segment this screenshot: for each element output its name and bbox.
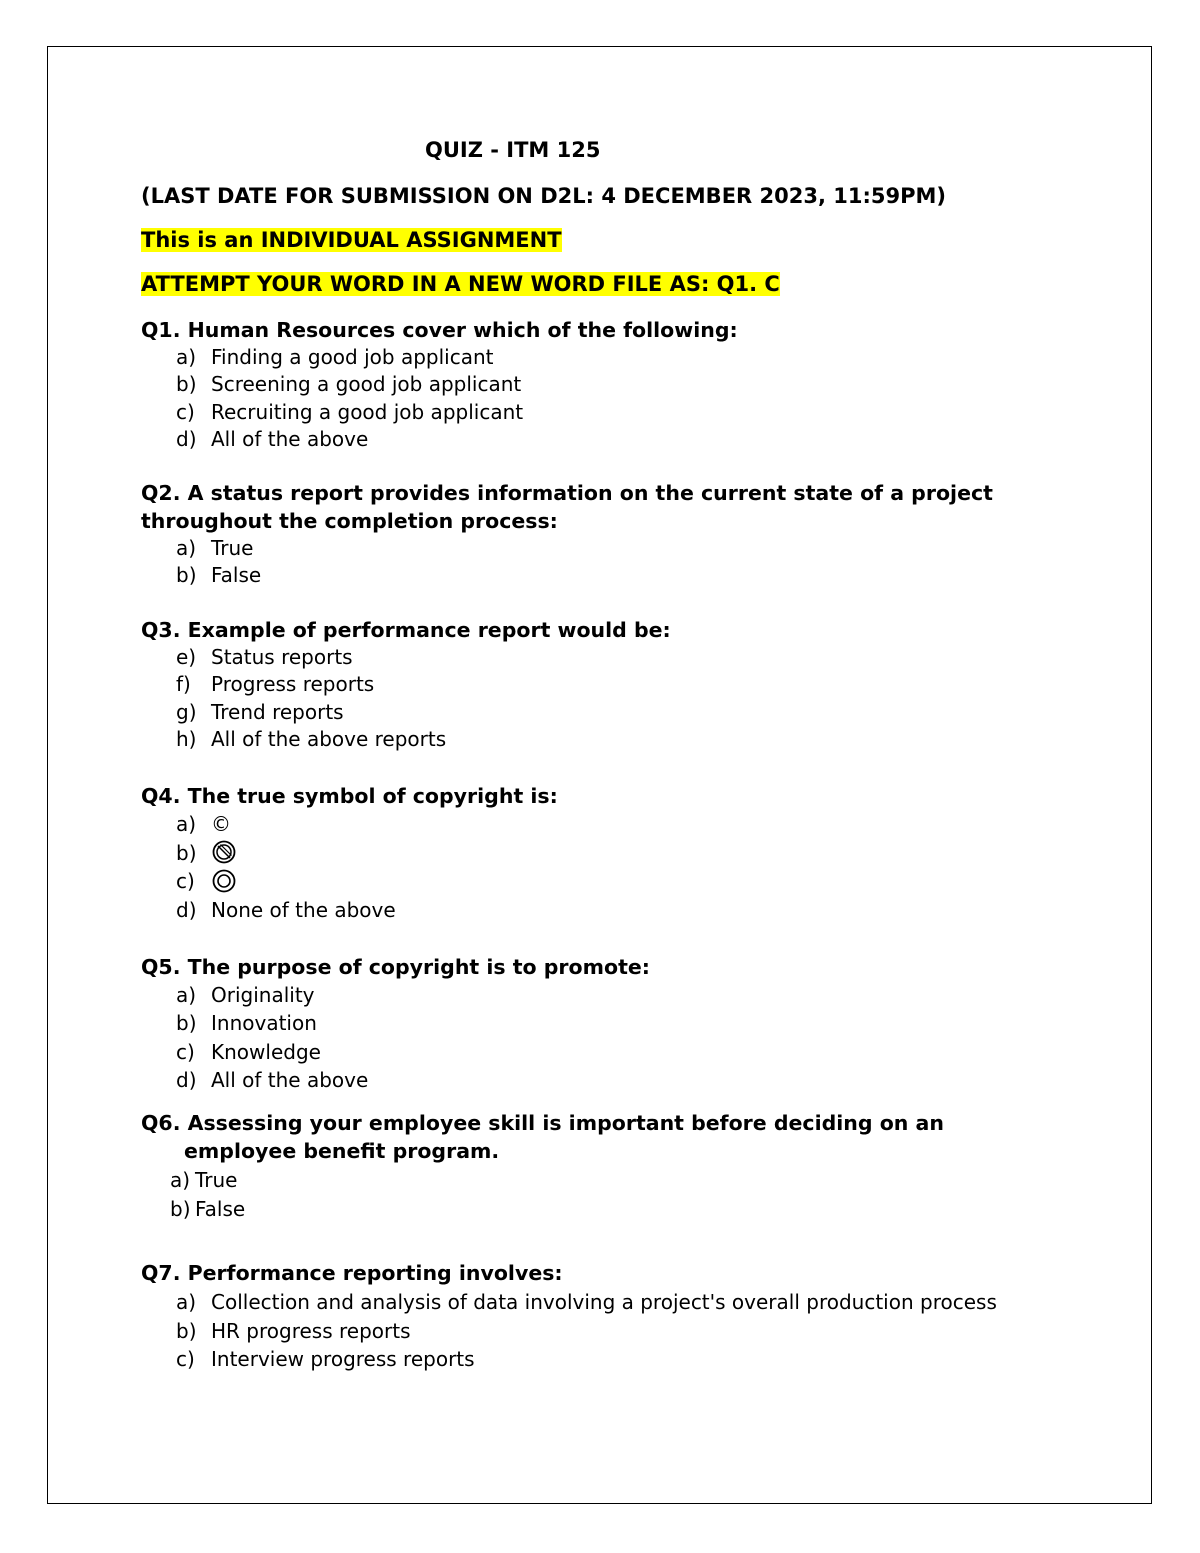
quiz-title: QUIZ - ITM 125 bbox=[425, 138, 601, 162]
option-label: c) bbox=[176, 869, 195, 893]
option-label: b) bbox=[176, 563, 197, 588]
option-text: Recruiting a good job applicant bbox=[211, 399, 524, 424]
option bbox=[176, 810, 396, 839]
option-label: c) bbox=[176, 1039, 195, 1064]
option-text: Finding a good job applicant bbox=[211, 345, 494, 369]
option bbox=[176, 371, 523, 398]
copyright-symbol: © bbox=[211, 812, 231, 836]
question-2-options bbox=[176, 535, 261, 590]
question-1-options bbox=[176, 344, 523, 453]
format-note-text: ATTEMPT YOUR WORD IN A NEW WORD FILE AS: Q1. C bbox=[141, 272, 780, 296]
option-label: b) bbox=[170, 1196, 191, 1221]
option bbox=[176, 562, 261, 589]
double-circle-icon bbox=[211, 868, 237, 894]
option bbox=[176, 1345, 1006, 1374]
option bbox=[170, 1195, 245, 1224]
option-text: True bbox=[211, 536, 254, 560]
option bbox=[176, 699, 446, 726]
option-text: All of the above bbox=[211, 426, 369, 451]
question-6-line-1: Q6. Assessing your employee skill is important before deciding on an bbox=[141, 1111, 944, 1135]
option bbox=[176, 644, 446, 671]
question-4-options bbox=[176, 810, 396, 924]
option-label: c) bbox=[176, 399, 195, 424]
option bbox=[176, 867, 396, 896]
option-label: c) bbox=[176, 1347, 195, 1371]
slashed-circle-icon bbox=[211, 839, 237, 865]
option-text: HR progress reports bbox=[211, 1318, 411, 1343]
option bbox=[170, 1166, 245, 1195]
option-text: All of the above bbox=[211, 1067, 369, 1092]
option-label: e) bbox=[176, 645, 197, 669]
individual-note-text: This is an INDIVIDUAL ASSIGNMENT bbox=[141, 228, 562, 252]
option bbox=[176, 896, 396, 925]
option-label: a) bbox=[176, 1290, 197, 1314]
option-text: All of the above reports bbox=[211, 726, 447, 751]
option-label: d) bbox=[176, 1067, 197, 1092]
option bbox=[176, 1288, 1006, 1317]
question-1: Q1. Human Resources cover which of the following: bbox=[141, 318, 738, 342]
option-label: a) bbox=[176, 536, 197, 560]
option bbox=[176, 344, 523, 371]
question-6-options bbox=[170, 1166, 245, 1223]
option bbox=[176, 426, 523, 453]
option bbox=[176, 839, 396, 868]
option-text: True bbox=[195, 1168, 238, 1192]
option-label: d) bbox=[176, 897, 197, 922]
individual-note bbox=[141, 228, 562, 252]
option-text: False bbox=[211, 563, 262, 588]
option-text: Trend reports bbox=[211, 699, 344, 724]
question-4: Q4. The true symbol of copyright is: bbox=[141, 784, 558, 808]
question-5-options bbox=[176, 981, 368, 1094]
option-label: b) bbox=[176, 1011, 197, 1036]
option-label: g) bbox=[176, 699, 197, 724]
option bbox=[176, 726, 446, 753]
option bbox=[176, 981, 368, 1009]
option-text: False bbox=[195, 1196, 246, 1221]
option bbox=[176, 1009, 368, 1037]
option-label: h) bbox=[176, 726, 197, 751]
option-text: Screening a good job applicant bbox=[211, 372, 522, 397]
submission-deadline: (LAST DATE FOR SUBMISSION ON D2L: 4 DECEMBER 2023, 11:59PM) bbox=[141, 184, 946, 208]
option-label: a) bbox=[176, 812, 197, 836]
question-3-options bbox=[176, 644, 446, 753]
option-label: b) bbox=[176, 1318, 197, 1343]
option-label: d) bbox=[176, 426, 197, 451]
format-note bbox=[141, 272, 780, 296]
option-text: None of the above bbox=[211, 897, 396, 922]
option bbox=[176, 1317, 1006, 1346]
option bbox=[176, 1066, 368, 1094]
question-7-options bbox=[176, 1288, 1006, 1374]
option bbox=[176, 671, 446, 698]
question-7: Q7. Performance reporting involves: bbox=[141, 1261, 563, 1285]
option-label: b) bbox=[176, 372, 197, 397]
option-text: Interview progress reports bbox=[211, 1347, 475, 1371]
option-label: b) bbox=[176, 840, 197, 865]
option-label: a) bbox=[176, 983, 197, 1007]
option-text: Innovation bbox=[211, 1011, 317, 1036]
option-label: a) bbox=[176, 345, 197, 369]
option-text: Progress reports bbox=[211, 672, 375, 697]
option-label: a) bbox=[170, 1168, 191, 1192]
question-6 bbox=[141, 1109, 1041, 1165]
option-text: Originality bbox=[211, 983, 315, 1007]
question-3: Q3. Example of performance report would be: bbox=[141, 618, 671, 642]
question-6-line-2: employee benefit program. bbox=[184, 1139, 500, 1163]
question-2: Q2. A status report provides information on the current state of a project throughout the completion process: bbox=[141, 481, 993, 533]
question-5: Q5. The purpose of copyright is to promote: bbox=[141, 955, 650, 979]
option-text: Collection and analysis of data involving a project's overall production process bbox=[211, 1290, 997, 1314]
option bbox=[176, 1038, 368, 1066]
option-label: f) bbox=[176, 672, 191, 697]
option bbox=[176, 399, 523, 426]
option bbox=[176, 535, 261, 562]
option-text: Status reports bbox=[211, 645, 353, 669]
option-text: Knowledge bbox=[211, 1039, 321, 1064]
